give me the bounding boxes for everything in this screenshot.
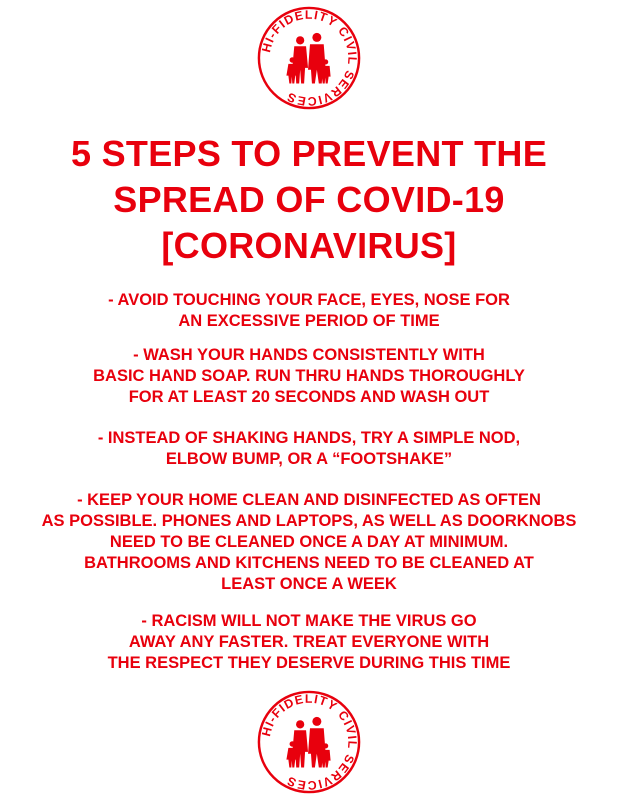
svg-text:HI-FIDELITY CIVIL SERVICES: HI-FIDELITY CIVIL SERVICES bbox=[259, 7, 360, 109]
step-item: - AVOID TOUCHING YOUR FACE, EYES, NOSE FOR AN EXCESSIVE PERIOD OF TIME bbox=[108, 291, 510, 330]
company-logo-bottom bbox=[255, 688, 363, 796]
prevention-steps bbox=[0, 290, 618, 674]
step-item: - WASH YOUR HANDS CONSISTENTLY WITH BASIC HAND SOAP. RUN THRU HANDS THOROUGHLY FOR AT LEAST 20 SECONDS AND WASH OUT bbox=[93, 346, 525, 406]
family-silhouette-icon bbox=[255, 4, 363, 112]
svg-text:HI-FIDELITY CIVIL SERVICES: HI-FIDELITY CIVIL SERVICES bbox=[259, 691, 360, 793]
page-title: 5 STEPS TO PREVENT THE SPREAD OF COVID-19 [CORONAVIRUS] bbox=[70, 133, 548, 266]
step-item: - INSTEAD OF SHAKING HANDS, TRY A SIMPLE NOD, ELBOW BUMP, OR A “FOOTSHAKE” bbox=[97, 429, 521, 468]
step-item: - RACISM WILL NOT MAKE THE VIRUS GO AWAY ANY FASTER. TREAT EVERYONE WITH THE RESPECT THEY DESERVE DURING THIS TIME bbox=[107, 612, 511, 672]
family-silhouette-icon bbox=[255, 688, 363, 796]
company-logo-top bbox=[255, 4, 363, 112]
step-item: - KEEP YOUR HOME CLEAN AND DISINFECTED AS OFTEN AS POSSIBLE. PHONES AND LAPTOPS, AS WELL AS DOORKNOBS NEED TO BE CLEANED ONCE A DAY AT MINIMUM. BATHROOMS AND KITCHENS NEED TO BE CLEANED AT LEAST ONCE A WEEK bbox=[41, 491, 577, 593]
